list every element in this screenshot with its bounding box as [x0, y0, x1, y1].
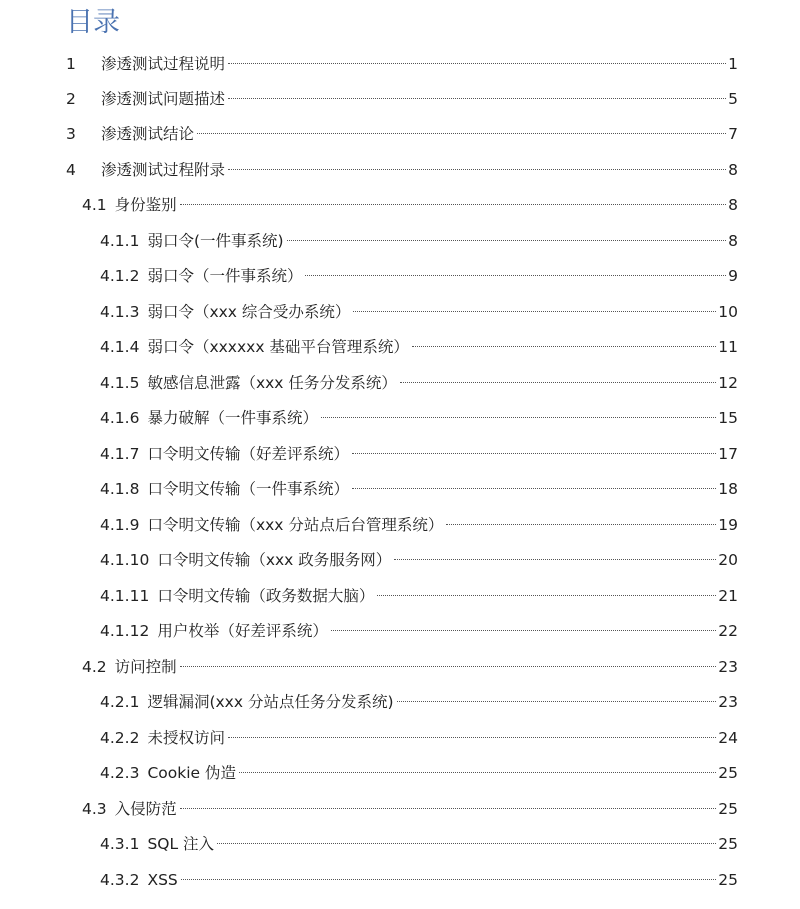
dot-leader — [353, 311, 716, 312]
toc-entry-page: 12 — [718, 374, 738, 392]
toc-entry-page: 23 — [718, 658, 738, 676]
toc-entry[interactable] — [100, 369, 738, 397]
toc-entry-page: 15 — [718, 409, 738, 427]
dot-leader — [305, 275, 726, 276]
toc-entry[interactable] — [100, 546, 738, 574]
toc-entry-page: 10 — [718, 303, 738, 321]
toc-entry-label: 口令明文传输（好差评系统） — [147, 445, 349, 463]
dot-leader — [394, 559, 716, 560]
toc-entry-page: 25 — [718, 800, 738, 818]
dot-leader — [377, 595, 716, 596]
toc-entry-page: 9 — [728, 267, 738, 285]
toc-entry-page: 5 — [728, 90, 738, 108]
dot-leader — [180, 808, 717, 809]
toc-entry-number: 4.2.2 — [100, 729, 140, 747]
toc-entry[interactable] — [66, 85, 738, 113]
toc-entry-number: 4.1.5 — [100, 374, 140, 392]
toc-entry-page: 8 — [728, 232, 738, 250]
toc-entry-number: 4.1.3 — [100, 303, 140, 321]
toc-entry[interactable] — [100, 262, 738, 290]
toc-entry-label: SQL 注入 — [147, 835, 215, 853]
toc-entry[interactable] — [100, 404, 738, 432]
toc-entry-label: 弱口令(一件事系统) — [147, 232, 284, 250]
toc-entry-page: 7 — [728, 125, 738, 143]
toc-entry-label: 口令明文传输（一件事系统） — [147, 480, 349, 498]
toc-entry-label: 用户枚举（好差评系统） — [157, 622, 328, 640]
toc-entry[interactable] — [100, 298, 738, 326]
toc-entry[interactable] — [100, 511, 738, 539]
toc-entry-number: 2 — [66, 90, 76, 108]
toc-entry-number: 4.2.3 — [100, 764, 140, 782]
toc-entry-page: 25 — [718, 835, 738, 853]
toc-entry[interactable] — [100, 582, 738, 610]
dot-leader — [331, 630, 716, 631]
toc-entry-page: 8 — [728, 161, 738, 179]
toc-entry-label: 渗透测试结论 — [101, 125, 195, 143]
toc-entry-label: 逻辑漏洞(xxx 分站点任务分发系统) — [147, 693, 394, 711]
dot-leader — [239, 772, 716, 773]
toc-entry-number: 4.3.2 — [100, 871, 140, 889]
toc-entry-page: 11 — [718, 338, 738, 356]
toc-entry-number: 4.2 — [82, 658, 107, 676]
toc-entry-label: 口令明文传输（xxx 分站点后台管理系统） — [147, 516, 444, 534]
toc-entry-page: 17 — [718, 445, 738, 463]
toc-entry-number: 4.2.1 — [100, 693, 140, 711]
toc-entry-page: 24 — [718, 729, 738, 747]
toc-entry-number: 4.1.12 — [100, 622, 150, 640]
toc-entry-number: 4.1.11 — [100, 587, 150, 605]
toc-entry-page: 25 — [718, 871, 738, 889]
dot-leader — [180, 666, 717, 667]
toc-entry-label: 渗透测试问题描述 — [101, 90, 226, 108]
toc-entry-number: 4.1.8 — [100, 480, 140, 498]
dot-leader — [352, 488, 716, 489]
toc-entry-number: 4.1 — [82, 196, 107, 214]
dot-leader — [197, 133, 726, 134]
toc-entry-page: 25 — [718, 764, 738, 782]
toc-entry-label: 口令明文传输（xxx 政务服务网） — [157, 551, 392, 569]
toc-title: 目录 — [66, 7, 120, 38]
toc-entry[interactable] — [82, 653, 738, 681]
dot-leader — [228, 169, 726, 170]
toc-entry-page: 20 — [718, 551, 738, 569]
toc-entry-label: 访问控制 — [114, 658, 177, 676]
toc-entry-label: 渗透测试过程说明 — [101, 55, 226, 73]
toc-entry-page: 22 — [718, 622, 738, 640]
toc-entry-label: Cookie 伪造 — [147, 764, 236, 782]
toc-entry-label: 弱口令（xxx 综合受办系统） — [147, 303, 351, 321]
dot-leader — [228, 98, 726, 99]
toc-entry-label: 渗透测试过程附录 — [101, 161, 226, 179]
dot-leader — [180, 204, 726, 205]
dot-leader — [352, 453, 716, 454]
toc-entry-number: 1 — [66, 55, 76, 73]
toc-entry[interactable] — [100, 759, 738, 787]
toc-entry-number: 4.3 — [82, 800, 107, 818]
toc-entry[interactable] — [100, 830, 738, 858]
toc-entry-label: 未授权访问 — [147, 729, 225, 747]
toc-entry[interactable] — [100, 617, 738, 645]
dot-leader — [217, 843, 716, 844]
dot-leader — [321, 417, 716, 418]
toc-entry-label: 入侵防范 — [114, 800, 177, 818]
toc-entry-page: 19 — [718, 516, 738, 534]
toc-entry[interactable] — [82, 795, 738, 823]
toc-entry[interactable] — [82, 191, 738, 219]
toc-entry[interactable] — [100, 440, 738, 468]
dot-leader — [446, 524, 716, 525]
dot-leader — [287, 240, 727, 241]
toc-entry-number: 4.1.7 — [100, 445, 140, 463]
toc-entry-page: 8 — [728, 196, 738, 214]
toc-entry[interactable] — [100, 475, 738, 503]
toc-entry-page: 18 — [718, 480, 738, 498]
toc-entry-label: 身份鉴别 — [114, 196, 177, 214]
toc-entry-label: XSS — [147, 871, 178, 889]
toc-entry[interactable] — [100, 227, 738, 255]
dot-leader — [400, 382, 716, 383]
dot-leader — [412, 346, 716, 347]
toc-entry-number: 4.1.6 — [100, 409, 140, 427]
dot-leader — [397, 701, 717, 702]
toc-entry-page: 23 — [718, 693, 738, 711]
toc-entry-number: 4 — [66, 161, 76, 179]
toc-entry-number: 4.1.2 — [100, 267, 140, 285]
toc-entry[interactable] — [100, 333, 738, 361]
toc-entry-number: 4.1.9 — [100, 516, 140, 534]
dot-leader — [228, 63, 726, 64]
toc-entry[interactable] — [100, 724, 738, 752]
toc-entry-page: 21 — [718, 587, 738, 605]
toc-entry-label: 弱口令（一件事系统） — [147, 267, 303, 285]
toc-entry[interactable] — [100, 688, 738, 716]
toc-entry-page: 1 — [728, 55, 738, 73]
toc-entry-label: 敏感信息泄露（xxx 任务分发系统） — [147, 374, 397, 392]
toc-entry-number: 4.3.1 — [100, 835, 140, 853]
toc-entry-label: 弱口令（xxxxxx 基础平台管理系统） — [147, 338, 409, 356]
toc-entry[interactable] — [66, 120, 738, 148]
toc-entry-number: 4.1.4 — [100, 338, 140, 356]
toc-entry[interactable] — [66, 156, 738, 184]
toc-entry-number: 3 — [66, 125, 76, 143]
toc-entry-label: 口令明文传输（政务数据大脑） — [157, 587, 375, 605]
toc-entry-label: 暴力破解（一件事系统） — [147, 409, 318, 427]
toc-entry-number: 4.1.10 — [100, 551, 150, 569]
toc-entry-number: 4.1.1 — [100, 232, 140, 250]
toc-entry[interactable] — [100, 866, 738, 894]
dot-leader — [228, 737, 716, 738]
dot-leader — [181, 879, 717, 880]
toc-entry[interactable] — [66, 50, 738, 78]
